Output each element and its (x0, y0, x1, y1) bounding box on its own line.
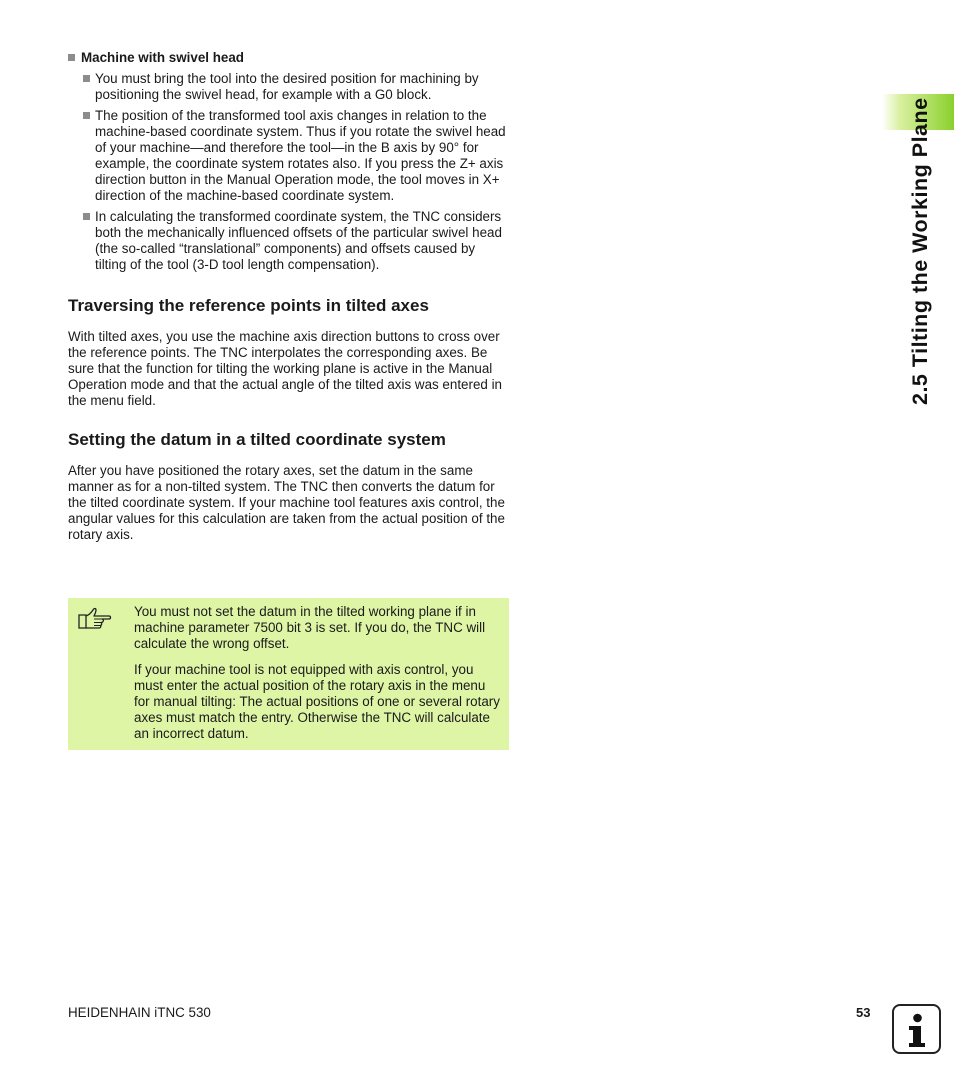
main-content (68, 50, 510, 543)
pointing-hand-icon (78, 606, 112, 632)
footer-product: HEIDENHAIN iTNC 530 (68, 1005, 211, 1020)
bullet-square-icon (83, 75, 90, 82)
info-icon (892, 1004, 941, 1054)
list-item-text: The position of the transformed tool axis changes in relation to the machine-based coordinate system. Thus if you rotate the swivel head of your machine—and therefore the tool—in the B axis by 90° for example, the coordinate system rotates also. If you press the Z+ axis direction button in the Manual Operation mode, the tool moves in X+ direction of the machine-based coordinate system. (95, 108, 506, 203)
note-box (68, 598, 509, 750)
datum-heading: Setting the datum in a tilted coordinate system (68, 430, 446, 449)
note-text (134, 604, 500, 752)
bullet-square-icon (83, 112, 90, 119)
page-number: 53 (856, 1005, 871, 1020)
note-paragraph: You must not set the datum in the tilted working plane if in machine parameter 7500 bit 3 is set. If you do, the TNC will calculate the wrong offset. (134, 604, 486, 651)
traversing-body: With tilted axes, you use the machine axis direction buttons to cross over the reference points. The TNC interpolates the corresponding axes. Be sure that the function for tilting the working plane is active in the Manual Operation mode and that the actual angle of the tilted axis was entered in the menu field. (68, 329, 502, 408)
note-paragraph: If your machine tool is not equipped with axis control, you must enter the actual position of the rotary axis in the menu for manual tilting: The actual positions of one or several rotary axes must match the entry. Otherwise the TNC will calculate an incorrect datum. (134, 662, 500, 741)
list-item (68, 209, 510, 273)
list-item (68, 71, 510, 103)
list-item-text: In calculating the transformed coordinate system, the TNC considers both the mechanically influenced offsets of the particular swivel head (the so-called “translational” components) and offsets caused by tilting of the tool (3-D tool length compensation). (95, 209, 502, 272)
bullet-square-icon (68, 54, 75, 61)
traversing-heading: Traversing the reference points in tilted axes (68, 296, 429, 315)
list-item-text: You must bring the tool into the desired position for machining by positioning the swivel head, for example with a G0 block. (95, 71, 479, 102)
list-item (68, 108, 510, 204)
chapter-side-title: 2.5 Tilting the Working Plane (908, 97, 932, 405)
bullet-square-icon (83, 213, 90, 220)
machine-swivel-heading (68, 50, 510, 66)
machine-swivel-heading-text: Machine with swivel head (81, 50, 244, 65)
datum-body: After you have positioned the rotary axes, set the datum in the same manner as for a non-tilted system. The TNC then converts the datum for the tilted coordinate system. If your machine tool features axis control, the angular values for this calculation are taken from the actual position of the rotary axis. (68, 463, 505, 542)
